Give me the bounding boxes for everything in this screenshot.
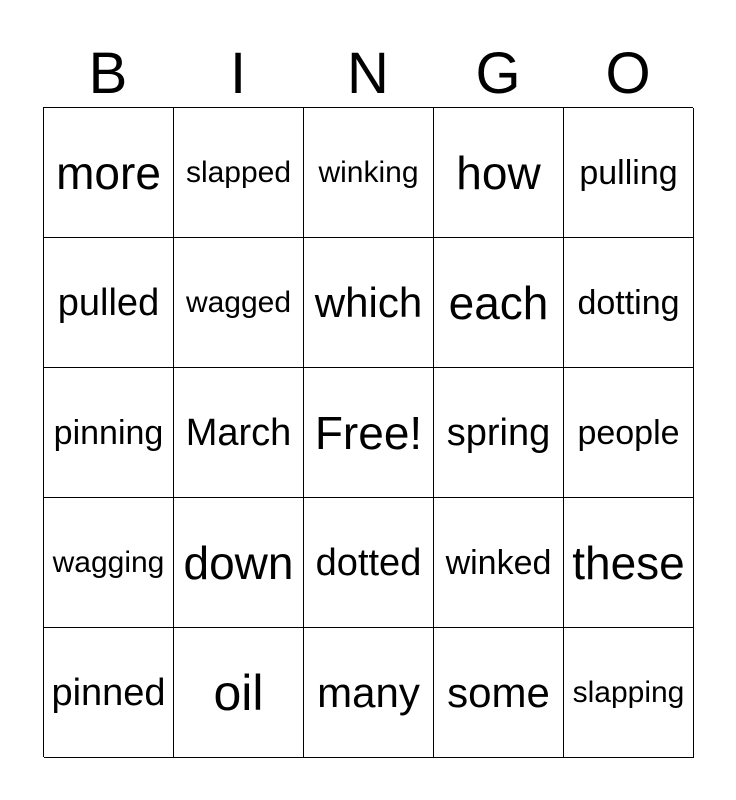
free-space-cell[interactable]: Free! (304, 368, 434, 498)
bingo-cell[interactable]: pinning (44, 368, 174, 498)
header-letter-i: I (229, 41, 247, 106)
bingo-cell[interactable]: March (174, 368, 304, 498)
bingo-cell[interactable]: down (174, 498, 304, 628)
bingo-cell[interactable]: more (44, 108, 174, 238)
bingo-cell[interactable]: slapped (174, 108, 304, 238)
bingo-cell[interactable]: winking (304, 108, 434, 238)
header-letter-n: N (347, 41, 389, 106)
bingo-cell[interactable]: oil (174, 628, 304, 758)
bingo-cell[interactable]: wagged (174, 238, 304, 368)
bingo-cell[interactable]: winked (434, 498, 564, 628)
bingo-cell[interactable]: people (564, 368, 694, 498)
bingo-board (43, 107, 693, 757)
bingo-cell[interactable]: which (304, 238, 434, 368)
header-letter-g: G (475, 41, 521, 106)
bingo-header (43, 42, 693, 106)
bingo-cell[interactable]: slapping (564, 628, 694, 758)
bingo-cell[interactable]: spring (434, 368, 564, 498)
bingo-cell[interactable]: pulling (564, 108, 694, 238)
header-letter-b: B (88, 41, 128, 106)
bingo-cell[interactable]: these (564, 498, 694, 628)
bingo-cell[interactable]: wagging (44, 498, 174, 628)
bingo-cell[interactable]: many (304, 628, 434, 758)
bingo-cell[interactable]: some (434, 628, 564, 758)
bingo-cell[interactable]: pinned (44, 628, 174, 758)
bingo-cell[interactable]: dotted (304, 498, 434, 628)
bingo-cell[interactable]: pulled (44, 238, 174, 368)
bingo-cell[interactable]: how (434, 108, 564, 238)
bingo-cell[interactable]: dotting (564, 238, 694, 368)
bingo-cell[interactable]: each (434, 238, 564, 368)
header-letter-o: O (605, 41, 651, 106)
